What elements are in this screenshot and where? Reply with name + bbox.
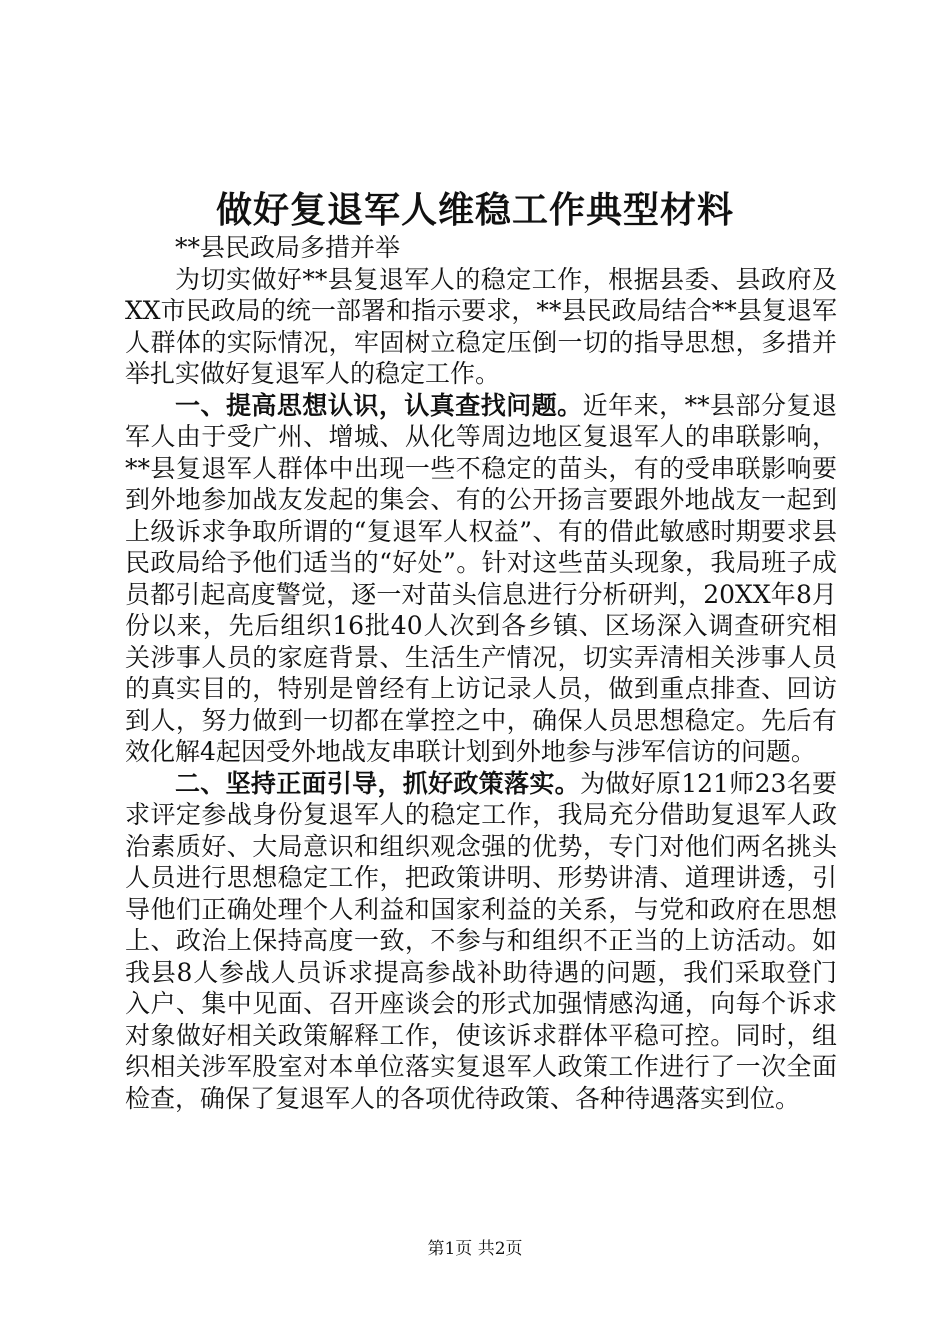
byline: **县民政局多措并举 xyxy=(175,233,401,262)
section-body-1: 近年来，**县部分复退军人由于受广州、增城、从化等周边地区复退军人的串联影响，**县复退军人群体中出现一些不稳定的苗头，有的受串联影响要到外地参加战友发起的集会、有的公开扬言要跟外地战友一起到上级诉求争取所谓的“复退军人权益”、有的借此敏感时期要求县民政局给予他们适当的“好处”。针对这些苗头现象，我局班子成员都引起高度警觉，逐一对苗头信息进行分析研判，20XX年8月份以来，先后组织16批40人次到各乡镇、区场深入调查研究相关涉事人员的家庭背景、生活生产情况，切实弄清相关涉事人员的真实目的，特别是曾经有上访记录人员，做到重点排查、回访到人，努力做到一切都在掌控之中，确保人员思想稳定。先后有效化解4起因受外地战友串联计划到外地参与涉军信访的问题。 xyxy=(125,390,837,766)
section-heading-2: 二、坚持正面引导，抓好政策落实。 xyxy=(175,768,580,798)
section-body-2: 为做好原121师23名要求评定参战身份复退军人的稳定工作，我局充分借助复退军人政治素质好、大局意识和组织观念强的优势，专门对他们两名挑头人员进行思想稳定工作，把政策讲明、形势讲清、道理讲透，引导他们正确处理个人利益和国家利益的关系，与党和政府在思想上、政治上保持高度一致，不参与和组织不正当的上访活动。如我县8人参战人员诉求提高参战补助待遇的问题，我们采取登门入户、集中见面、召开座谈会的形式加强情感沟通，向每个诉求对象做好相关政策解释工作，使该诉求群体平稳可控。同时，组织相关涉军股室对本单位落实复退军人政策工作进行了一次全面检查，确保了复退军人的各项优待政策、各种待遇落实到位。 xyxy=(125,768,837,1113)
intro-paragraph: 为切实做好**县复退军人的稳定工作，根据县委、县政府及XX市民政局的统一部署和指示要求，**县民政局结合**县复退军人群体的实际情况，牢固树立稳定压倒一切的指导思想，多措并举扎实做好复退军人的稳定工作。 xyxy=(125,264,837,388)
section-paragraph-1 xyxy=(125,390,837,768)
section-paragraph-2 xyxy=(125,768,837,1115)
document-body xyxy=(125,232,837,1114)
document-title: 做好复退军人维稳工作典型材料 xyxy=(215,189,734,231)
section-heading-1: 一、提高思想认识，认真查找问题。 xyxy=(175,390,583,420)
page-footer: 第1页 共2页 xyxy=(427,1239,523,1259)
